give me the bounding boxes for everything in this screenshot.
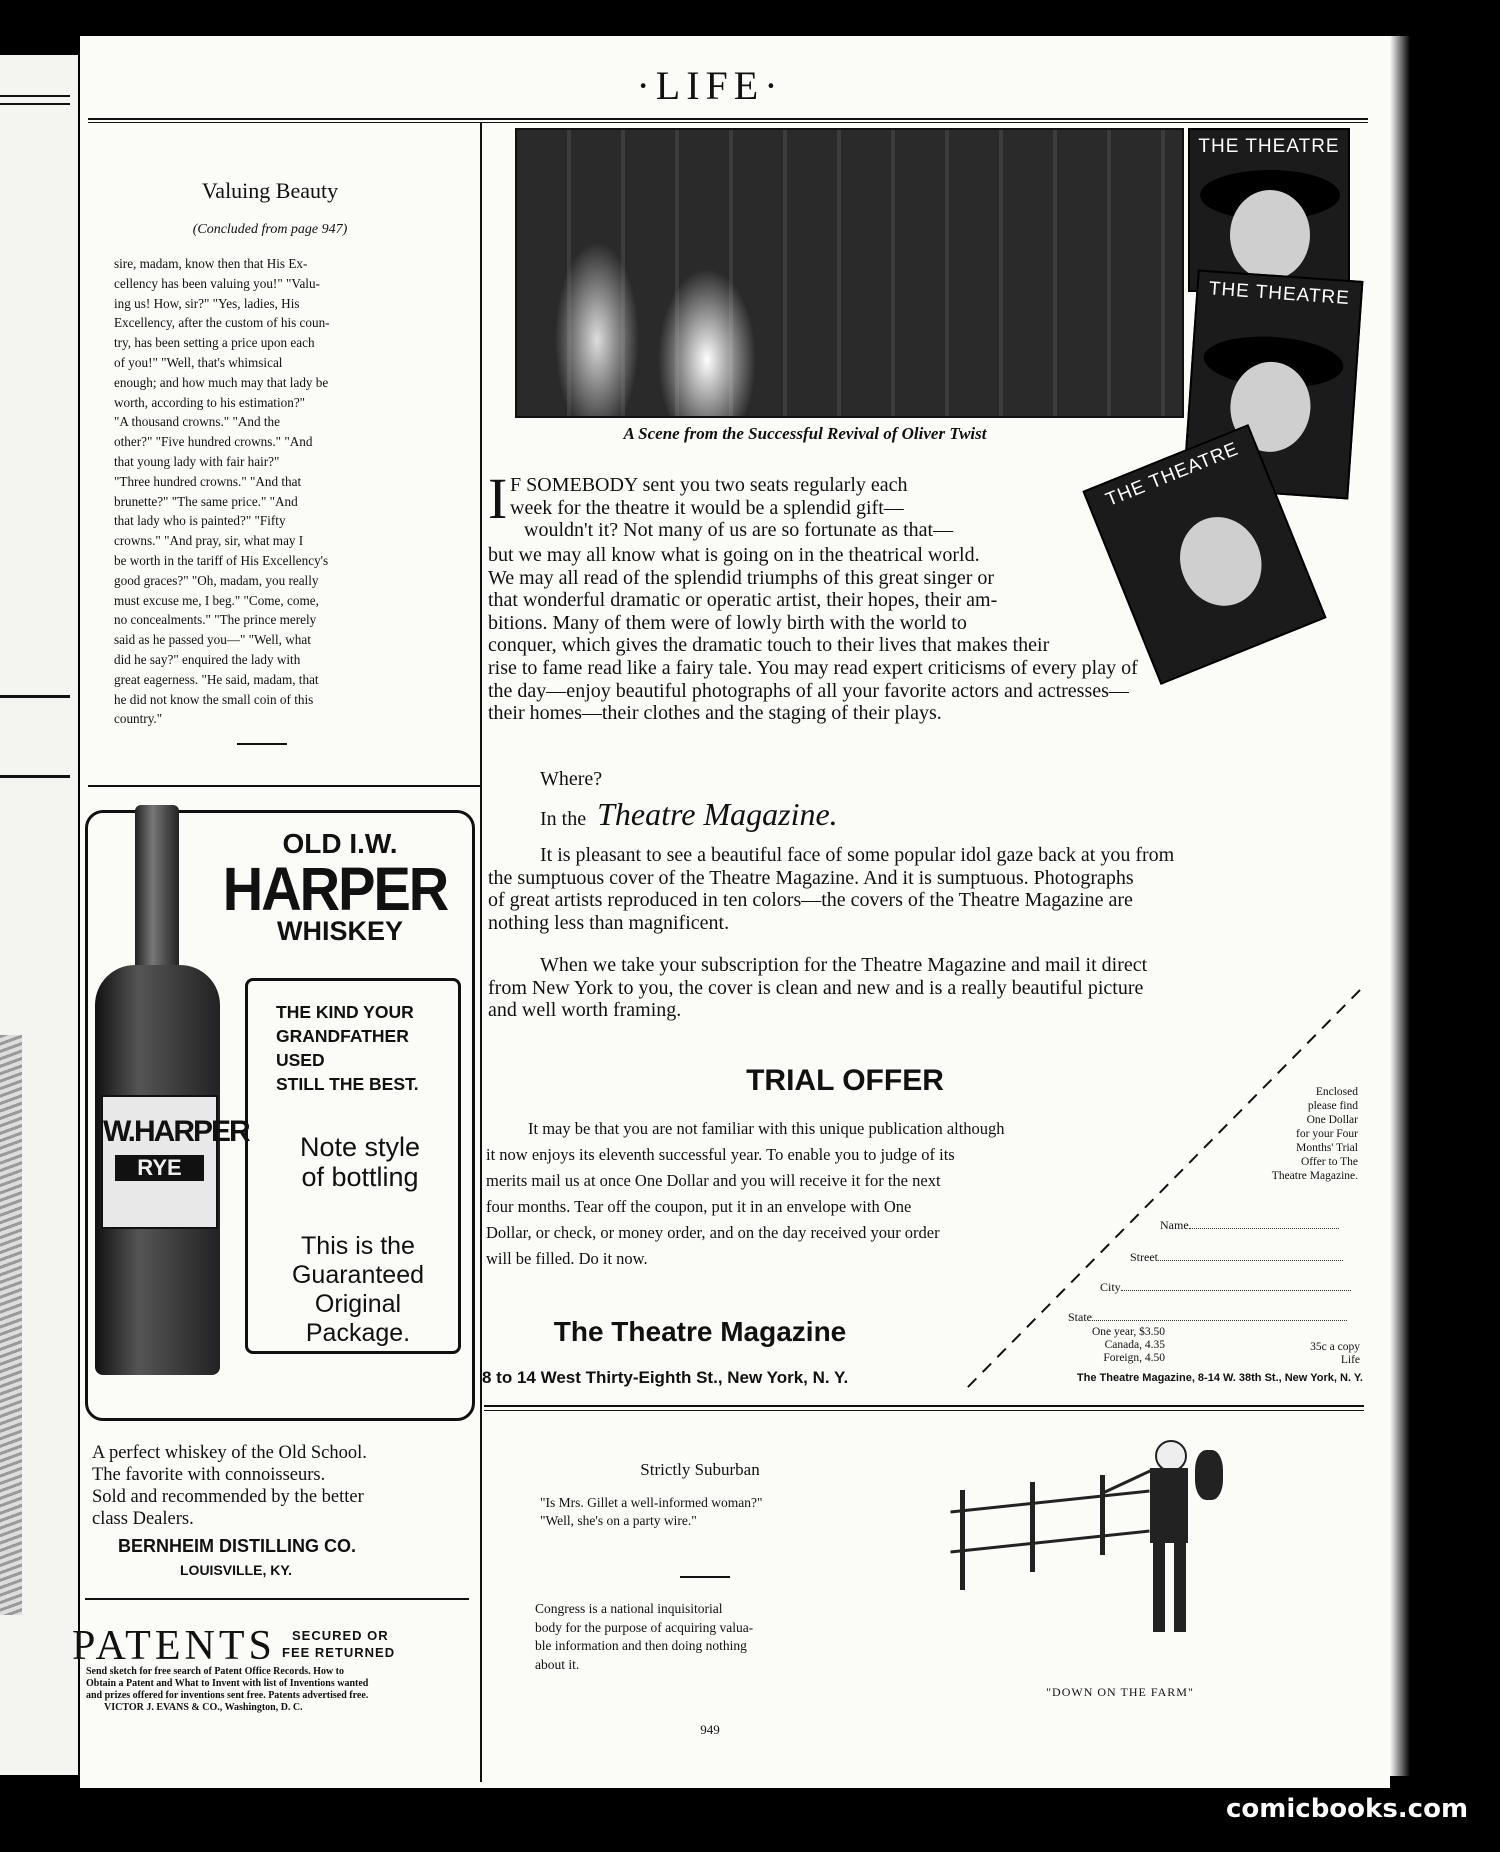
text-line: We may all read of the splendid triumphs of this great singer or xyxy=(488,566,995,589)
text-line: their homes—their clothes and the staging of their plays. xyxy=(488,702,942,725)
magazine-cover-1 xyxy=(1188,128,1350,292)
masthead: ·LIFE· xyxy=(636,63,784,108)
bottle-label-name: W.HARPER xyxy=(103,1115,249,1148)
patents-secured: SECURED OR xyxy=(292,1628,389,1643)
text-line: GRANDFATHER xyxy=(276,1026,409,1046)
patents-body xyxy=(86,1666,478,1714)
bottle-label xyxy=(101,1095,249,1229)
text-line: ing us! How, sir?" "Yes, ladies, His xyxy=(114,295,300,311)
farm-caption: "DOWN ON THE FARM" xyxy=(1046,1685,1194,1699)
prev-page-rule-3 xyxy=(0,695,70,698)
text-line: it now enjoys its eleventh successful year. To enable you to judge of its xyxy=(486,1145,955,1164)
text-line: F SOMEBODY sent you two seats regularly each xyxy=(510,474,908,496)
text-line: cellency has been valuing you!" "Valu- xyxy=(114,275,320,291)
price-value: 4.50 xyxy=(1144,1352,1165,1364)
text-line: It is pleasant to see a beautiful face of some popular idol gaze back at you from xyxy=(540,844,1175,866)
bottom-section-divider-thin xyxy=(484,1410,1364,1411)
farmer-bundle xyxy=(1195,1450,1223,1500)
patents-returned: FEE RETURNED xyxy=(282,1645,396,1660)
text-line: and well worth framing. xyxy=(488,999,682,1022)
text-line: the day—enjoy beautiful photographs of all your favorite actors and actresses— xyxy=(488,679,1129,702)
text-line: for your Four xyxy=(1296,1128,1358,1140)
farmer-body xyxy=(1150,1468,1188,1543)
harper-line-3: WHISKEY xyxy=(276,916,403,946)
text-line: Sold and recommended by the better xyxy=(92,1487,364,1507)
text-line: must excuse me, I beg." "Come, come, xyxy=(114,592,319,608)
text-line: "A thousand crowns." "And the xyxy=(114,414,280,430)
text-line: please find xyxy=(1307,1100,1358,1112)
prev-page-rule-4 xyxy=(0,775,70,778)
text-line: A perfect whiskey of the Old School. xyxy=(92,1443,367,1463)
magazine-name: Theatre Magazine. xyxy=(597,796,838,832)
price-label: Canada, xyxy=(1104,1339,1142,1351)
prev-page-illustration xyxy=(0,1035,22,1615)
suburban-question: "Is Mrs. Gillet a well-informed woman?" xyxy=(540,1495,763,1510)
farmer-leg xyxy=(1174,1542,1186,1632)
farm-cartoon xyxy=(950,1420,1230,1650)
text-line: try, has been setting a price upon each xyxy=(114,335,315,351)
text-line: that lady who is painted?" "Fifty xyxy=(114,513,286,529)
cover-title: THE THEATRE xyxy=(1198,136,1340,157)
coupon-street-label: Street xyxy=(1130,1250,1158,1264)
coupon-footer: The Theatre Magazine, 8-14 W. 38th St., New York, N. Y. xyxy=(1076,1372,1363,1384)
text-line: "Three hundred crowns." "And that xyxy=(114,473,302,489)
text-line: Obtain a Patent and What to Invent with list of Inventions wanted xyxy=(86,1678,369,1689)
bottle-neck xyxy=(135,805,179,975)
text-line: of great artists reproduced in ten colors—the covers of the Theatre Magazine are xyxy=(488,889,1133,912)
coupon-prices xyxy=(1030,1326,1165,1365)
cover-face-shape xyxy=(1230,190,1310,280)
prev-page-rule xyxy=(0,95,70,97)
coupon-street-field[interactable] xyxy=(1130,1250,1360,1265)
text-line: that young lady with fair hair?" xyxy=(114,453,280,469)
text-line: Excellency, after the custom of his coun- xyxy=(114,315,330,331)
text-line: about it. xyxy=(535,1656,580,1672)
farmer-leg xyxy=(1153,1542,1165,1632)
theatre-intro-body xyxy=(488,544,1368,725)
price-row xyxy=(1030,1339,1165,1352)
valuing-beauty-body xyxy=(114,254,430,729)
text-line: worth, according to his estimation?" xyxy=(114,394,306,410)
coupon-enclosed-text xyxy=(1240,1085,1358,1183)
price-row xyxy=(1030,1352,1165,1365)
text-line: rise to fame read like a fairy tale. You may read expert criticisms of every play of xyxy=(488,656,1138,679)
text-line: ble information and then doing nothing xyxy=(535,1638,747,1653)
per-copy-price: 35c a copy xyxy=(1310,1341,1360,1353)
bottom-section-divider xyxy=(484,1405,1364,1407)
text-line: other?" "Five hundred crowns." "And xyxy=(114,434,313,450)
text-line: from New York to you, the cover is clean and new and is a really beautiful picture xyxy=(488,976,1144,999)
text-line: Enclosed xyxy=(1315,1086,1358,1098)
text-line: Guaranteed xyxy=(291,1261,425,1289)
text-line: Dollar, or check, or money order, and on the day received your order xyxy=(486,1223,940,1242)
text-line: crowns." "And pray, sir, what may I xyxy=(114,533,304,549)
whiskey-bottle xyxy=(95,805,249,1375)
fence-post xyxy=(1030,1482,1035,1572)
valuing-beauty-subtitle: (Concluded from page 947) xyxy=(192,222,348,237)
text-line: This is the xyxy=(301,1232,415,1260)
text-line: It may be that you are not familiar with this unique publication although xyxy=(528,1119,1005,1138)
congress-paragraph xyxy=(535,1600,870,1674)
suburban-answer: "Well, she's on a party wire." xyxy=(540,1513,697,1528)
text-line: Package. xyxy=(305,1319,411,1347)
harper-guarantee xyxy=(258,1232,458,1348)
per-copy-life: Life xyxy=(1340,1354,1360,1366)
text-line: body for the purpose of acquiring valua- xyxy=(535,1619,754,1635)
suburban-title: Strictly Suburban xyxy=(640,1460,760,1479)
suburban-dialogue xyxy=(530,1494,870,1530)
cover-title: THE THEATRE xyxy=(1208,278,1351,310)
text-line: The favorite with connoisseurs. xyxy=(92,1465,326,1485)
text-line: Congress is a national inquisitorial xyxy=(535,1601,723,1616)
valuing-beauty-title: Valuing Beauty xyxy=(201,178,339,203)
masthead-rule xyxy=(88,118,1368,120)
text-line: sire, madam, know then that His Ex- xyxy=(114,256,308,271)
harper-company: BERNHEIM DISTILLING CO. xyxy=(118,1536,356,1556)
theatre-paragraph-2 xyxy=(488,844,1360,934)
suburban-end-rule xyxy=(680,1576,730,1578)
where-text: Where? xyxy=(540,768,603,790)
text-line: good graces?" "Oh, madam, you really xyxy=(114,572,319,588)
fence-post xyxy=(960,1490,965,1590)
price-value: $3.50 xyxy=(1139,1326,1165,1338)
text-line: Original xyxy=(314,1290,402,1318)
harper-city: LOUISVILLE, KY. xyxy=(180,1562,293,1578)
prev-page-rule-2 xyxy=(0,103,70,105)
fence-rail xyxy=(950,1530,1149,1554)
trial-offer-title: TRIAL OFFER xyxy=(746,1064,944,1097)
harper-description xyxy=(92,1442,452,1530)
text-line: enough; and how much may that lady be xyxy=(114,374,329,390)
harper-tagline xyxy=(276,1000,456,1096)
price-value: 4.35 xyxy=(1144,1339,1165,1351)
watermark: comicbooks.com xyxy=(1226,1794,1469,1824)
column-divider xyxy=(480,122,482,1782)
text-line: of bottling xyxy=(301,1162,419,1192)
coupon-city-field[interactable] xyxy=(1100,1280,1360,1295)
text-line: but we may all know what is going on in the theatrical world. xyxy=(488,544,980,566)
text-line: the sumptuous cover of the Theatre Magazine. And it is sumptuous. Photographs xyxy=(488,866,1134,889)
oliver-twist-photo xyxy=(515,128,1184,418)
drop-cap: I xyxy=(488,466,508,531)
text-line: bitions. Many of them were of lowly birth with the world to xyxy=(488,611,967,634)
coupon-per-copy xyxy=(1270,1341,1360,1367)
in-the-text xyxy=(540,796,838,833)
text-line: Theatre Magazine. xyxy=(1271,1170,1358,1182)
text-line: nothing less than magnificent. xyxy=(488,911,730,934)
coupon-state-label: State xyxy=(1068,1310,1092,1324)
text-line: VICTOR J. EVANS & CO., Washington, D. C. xyxy=(104,1702,303,1713)
page-number: 949 xyxy=(700,1722,720,1737)
harper-bottom-border xyxy=(85,1598,469,1600)
text-line: that wonderful dramatic or operatic artist, their hopes, their am- xyxy=(488,589,998,612)
previous-page-edge xyxy=(0,55,78,1775)
price-row xyxy=(1030,1326,1165,1339)
text-line: did he say?" enquired the lady with xyxy=(114,651,301,667)
photo-caption: A Scene from the Successful Revival of Oliver Twist xyxy=(623,424,987,443)
text-line: One Dollar xyxy=(1306,1114,1358,1126)
text-line: brunette?" "The same price." "And xyxy=(114,493,298,509)
text-line: STILL THE BEST. xyxy=(276,1074,419,1094)
in-the-label: In the xyxy=(540,808,587,830)
text-line: of you!" "Well, that's whimsical xyxy=(114,354,283,370)
text-line: USED xyxy=(276,1050,325,1070)
left-column-divider xyxy=(88,785,480,787)
coupon-city-label: City xyxy=(1100,1280,1121,1294)
coupon-state-field[interactable] xyxy=(1068,1310,1360,1325)
text-line: Note style xyxy=(299,1132,421,1162)
coupon-name-field[interactable] xyxy=(1160,1218,1360,1233)
publisher-address: 8 to 14 West Thirty-Eighth St., New York, N. Y. xyxy=(482,1368,849,1387)
harper-line-2: HARPER xyxy=(222,853,448,924)
text-line: Offer to The xyxy=(1300,1156,1358,1168)
cover-title: THE THEATRE xyxy=(1102,438,1242,511)
text-line: and prizes offered for inventions sent free. Patents advertised free. xyxy=(86,1690,369,1701)
text-line: THE KIND YOUR xyxy=(276,1002,414,1022)
publisher-name: The Theatre Magazine xyxy=(553,1316,847,1347)
text-line: said as he passed you—" "Well, what xyxy=(114,632,311,648)
text-line: four months. Tear off the coupon, put it in an envelope with One xyxy=(486,1197,912,1216)
end-rule xyxy=(237,743,287,745)
price-label: One year, xyxy=(1092,1326,1137,1338)
text-line: week for the theatre it would be a splendid gift— xyxy=(510,496,904,519)
fence-rail xyxy=(950,1490,1149,1514)
text-line: class Dealers. xyxy=(92,1509,194,1529)
harper-line-1: OLD I.W. xyxy=(282,828,398,859)
text-line: country." xyxy=(114,711,163,727)
harper-note xyxy=(262,1132,458,1192)
text-line: When we take your subscription for the Theatre Magazine and mail it direct xyxy=(540,954,1148,976)
patents-title: PATENTS xyxy=(72,1623,276,1669)
text-line: conquer, which gives the dramatic touch to their lives that makes their xyxy=(488,634,1050,657)
text-line: no concealments." "The prince merely xyxy=(114,612,317,628)
text-line: merits mail us at once One Dollar and you will receive it for the next xyxy=(486,1171,941,1190)
theatre-intro-top xyxy=(510,474,1080,542)
text-line: will be filled. Do it now. xyxy=(486,1249,648,1268)
price-label: Foreign, xyxy=(1103,1352,1142,1364)
coupon-name-label: Name xyxy=(1160,1218,1189,1232)
page-edge-shadow xyxy=(1390,36,1410,1776)
fence-post xyxy=(1100,1475,1105,1555)
text-line: be worth in the tariff of His Excellency's xyxy=(114,552,329,568)
text-line: wouldn't it? Not many of us are so fortunate as that— xyxy=(524,519,954,542)
text-line: great eagerness. "He said, madam, that xyxy=(114,671,319,687)
bottle-label-rye: RYE xyxy=(115,1155,204,1181)
text-line: Send sketch for free search of Patent Office Records. How to xyxy=(86,1666,344,1677)
text-line: Months' Trial xyxy=(1296,1142,1358,1154)
text-line: he did not know the small coin of this xyxy=(114,691,314,707)
masthead-rule-thin xyxy=(88,122,1368,123)
